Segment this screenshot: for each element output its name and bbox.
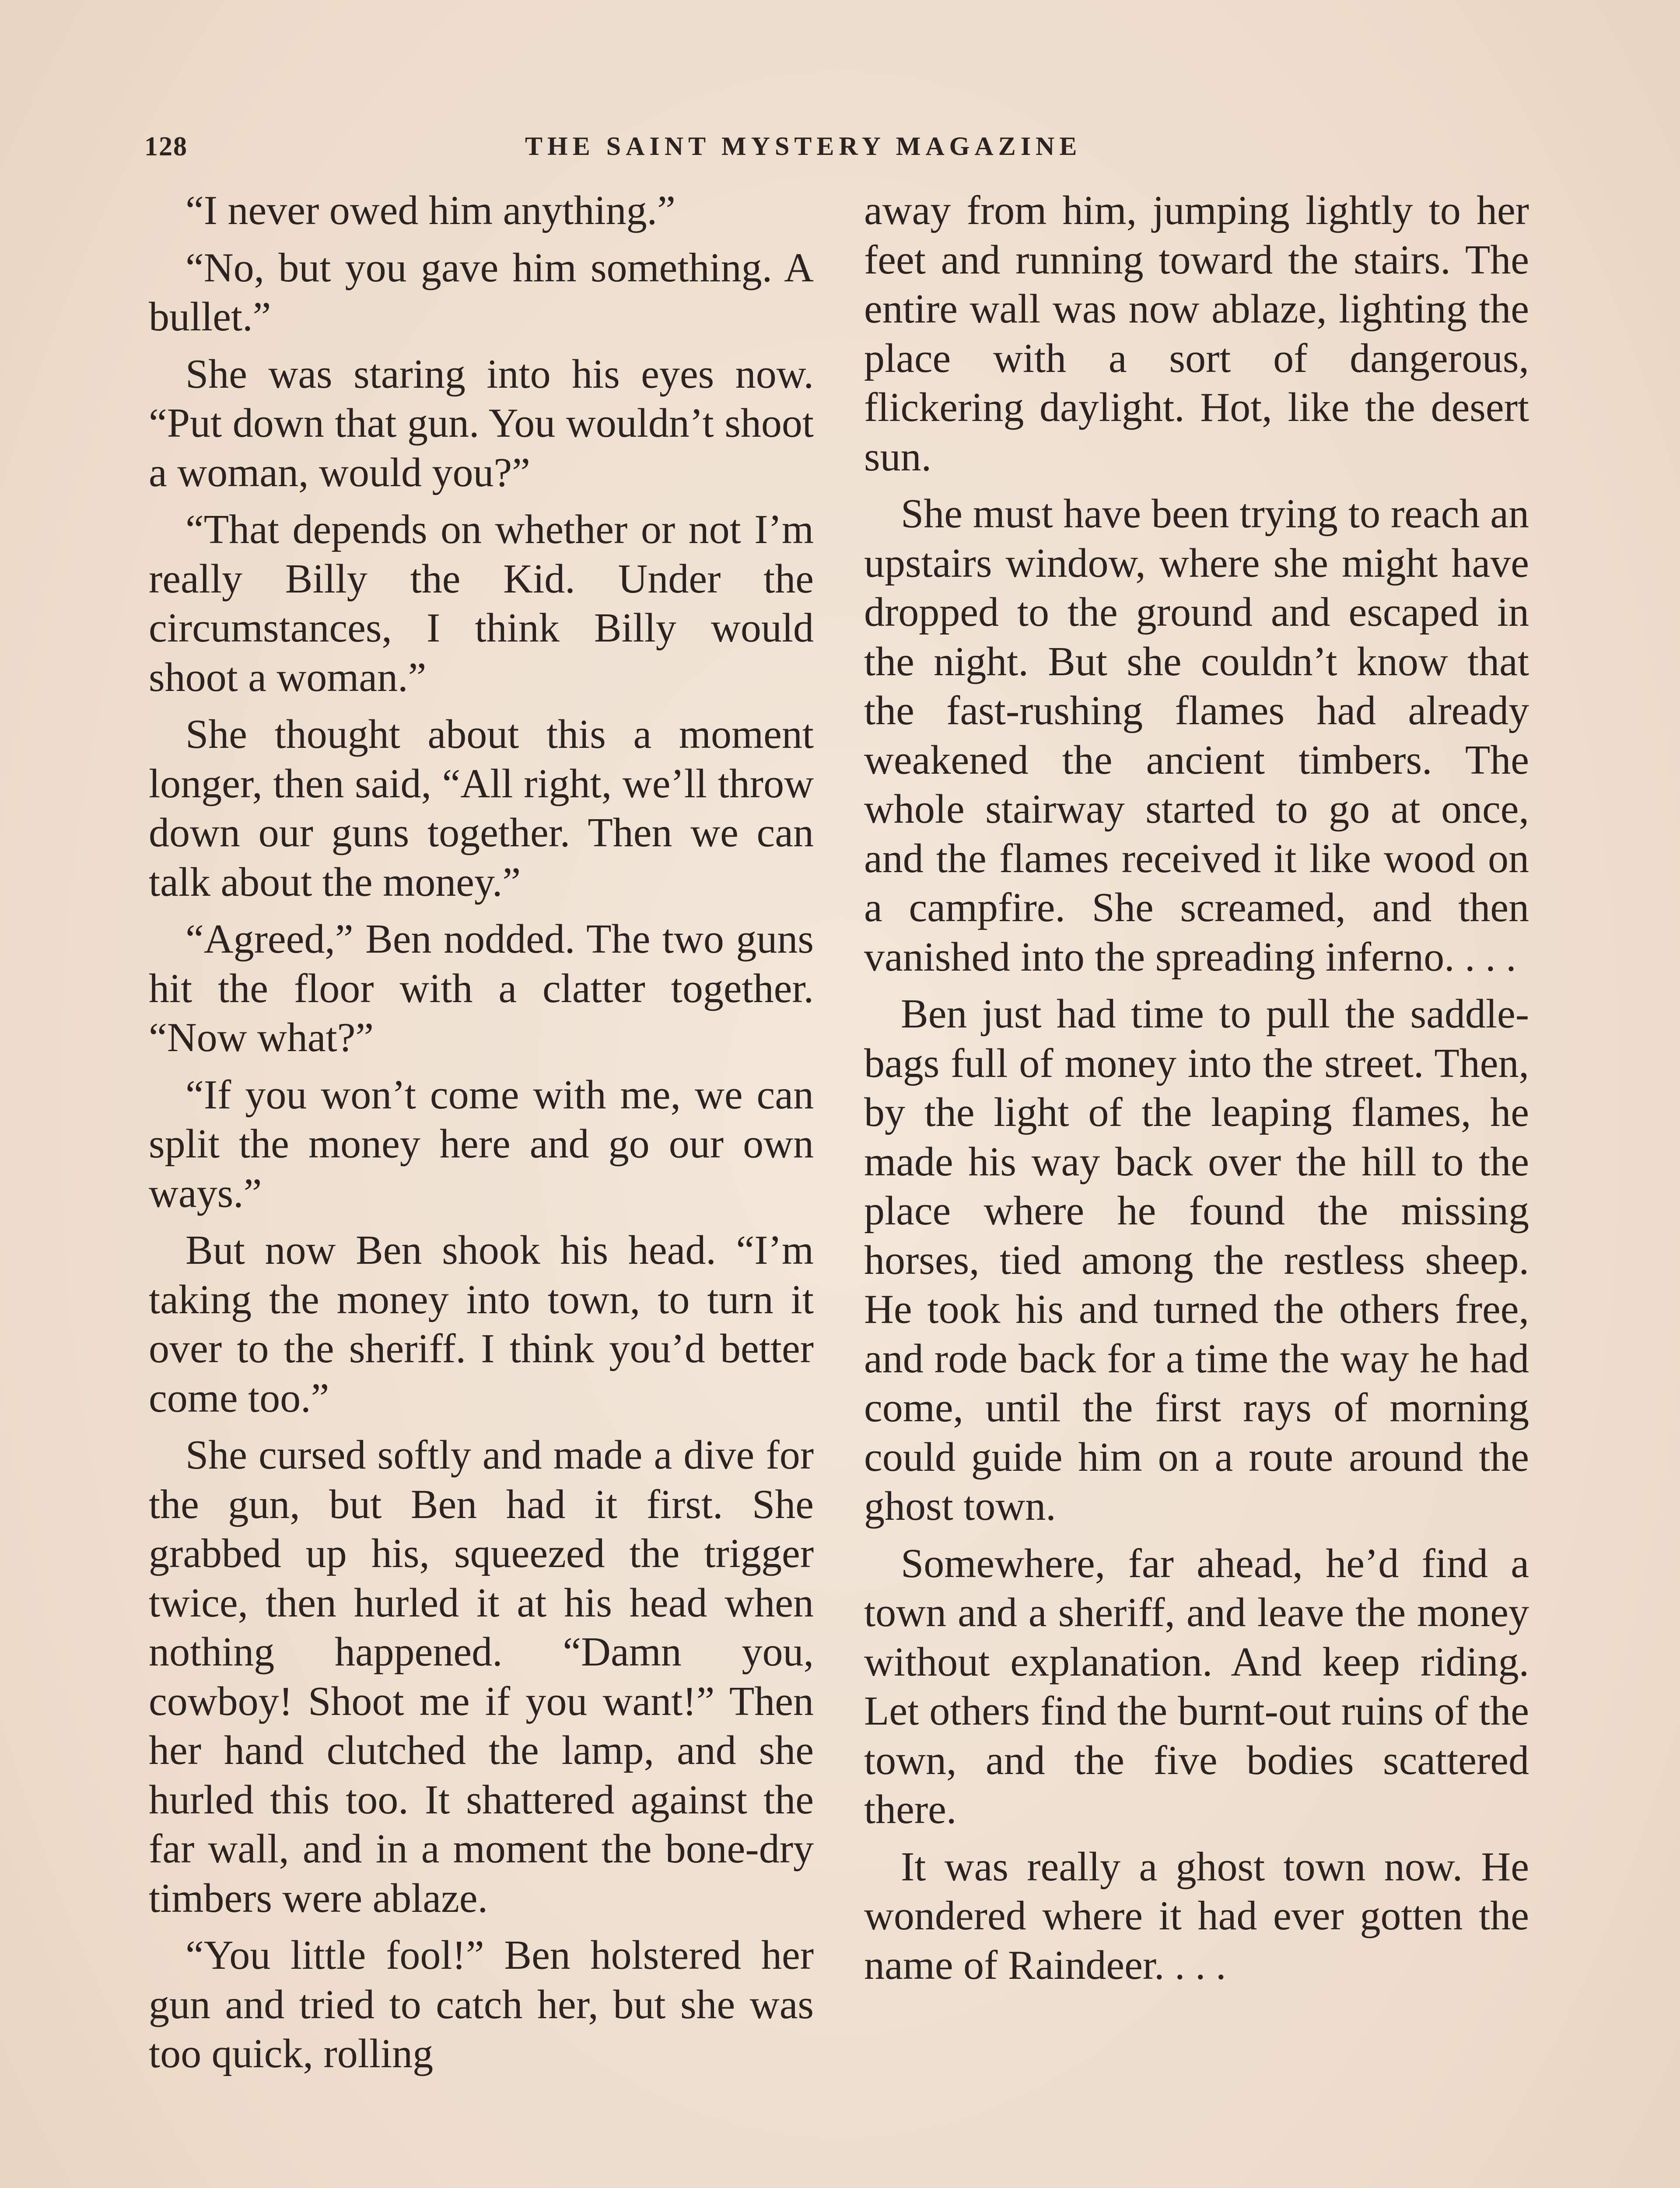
page-header (144, 131, 1544, 175)
paragraph: She cursed softly and made a dive for the gun, but Ben had it first. She grabbed up his, squeezed the trigger twice, then hurled it at his head when nothing happened. “Damn you, cowboy! Shoot me if you want!” Then her hand clutched the lamp, and she hurled this too. It shattered against the far wall, and in a moment the bone-dry timbers were ablaze. (149, 1432, 814, 1921)
paragraph: “No, but you gave him something. A bullet.” (149, 245, 814, 340)
paragraph: “If you won’t come with me, we can split the money here and go our own ways.” (149, 1072, 814, 1216)
right-column (864, 186, 1529, 1998)
paragraph: “You little fool!” Ben holstered her gun and tried to catch her, but she was too quick, rolling (149, 1932, 814, 2076)
paragraph: She must have been trying to reach an upstairs window, where she might have dropped to the ground and escaped in the night. But she couldn’t know that the fast-rushing flames had already weakened the ancient timbers. The whole stairway started to go at once, and the flames received it like wood on a campfire. She screamed, and then vanished into the spreading inferno. . . . (864, 491, 1529, 980)
paragraph-continued: away from him, jumping lightly to her feet and running toward the stairs. The entire wall was now ablaze, lighting the place with a sort of dangerous, flickering daylight. Hot, like the desert sun. (864, 188, 1529, 480)
paragraph: She was staring into his eyes now. “Put down that gun. You wouldn’t shoot a woman, would you?” (149, 351, 814, 495)
paragraph: “I never owed him anything.” (186, 188, 676, 233)
paragraph: Somewhere, far ahead, he’d find a town and a sheriff, and leave the money without explanation. And keep riding. Let others find the burnt-out ruins of the town, and the five bodies scattered there. (864, 1540, 1529, 1832)
paragraph: She thought about this a moment longer, then said, “All right, we’ll throw down our guns together. Then we can talk about the money.” (149, 712, 814, 905)
paragraph: Ben just had time to pull the saddle-bags full of money into the street. Then, by the light of the leaping flames, he made his way back over the hill to the place where he found the missing horses, tied among the restless sheep. He took his and turned the others free, and rode back for a time the way he had come, until the first rays of morning could guide him on a route around the ghost town. (864, 991, 1529, 1529)
paragraph: “That depends on whether or not I’m really Billy the Kid. Under the circumstances, I think Billy would shoot a woman.” (149, 507, 814, 700)
paragraph: It was really a ghost town now. He wondered where it had ever gotten the name of Raindeer. . . . (864, 1844, 1529, 1988)
page-number: 128 (144, 132, 188, 161)
paragraph: But now Ben shook his head. “I’m taking the money into town, to turn it over to the sheriff. I think you’d better come too.” (149, 1227, 814, 1421)
running-head: THE SAINT MYSTERY MAGAZINE (525, 132, 1082, 161)
left-column (149, 186, 814, 2086)
paragraph: “Agreed,” Ben nodded. The two guns hit the floor with a clatter together. “Now what?” (149, 916, 814, 1060)
